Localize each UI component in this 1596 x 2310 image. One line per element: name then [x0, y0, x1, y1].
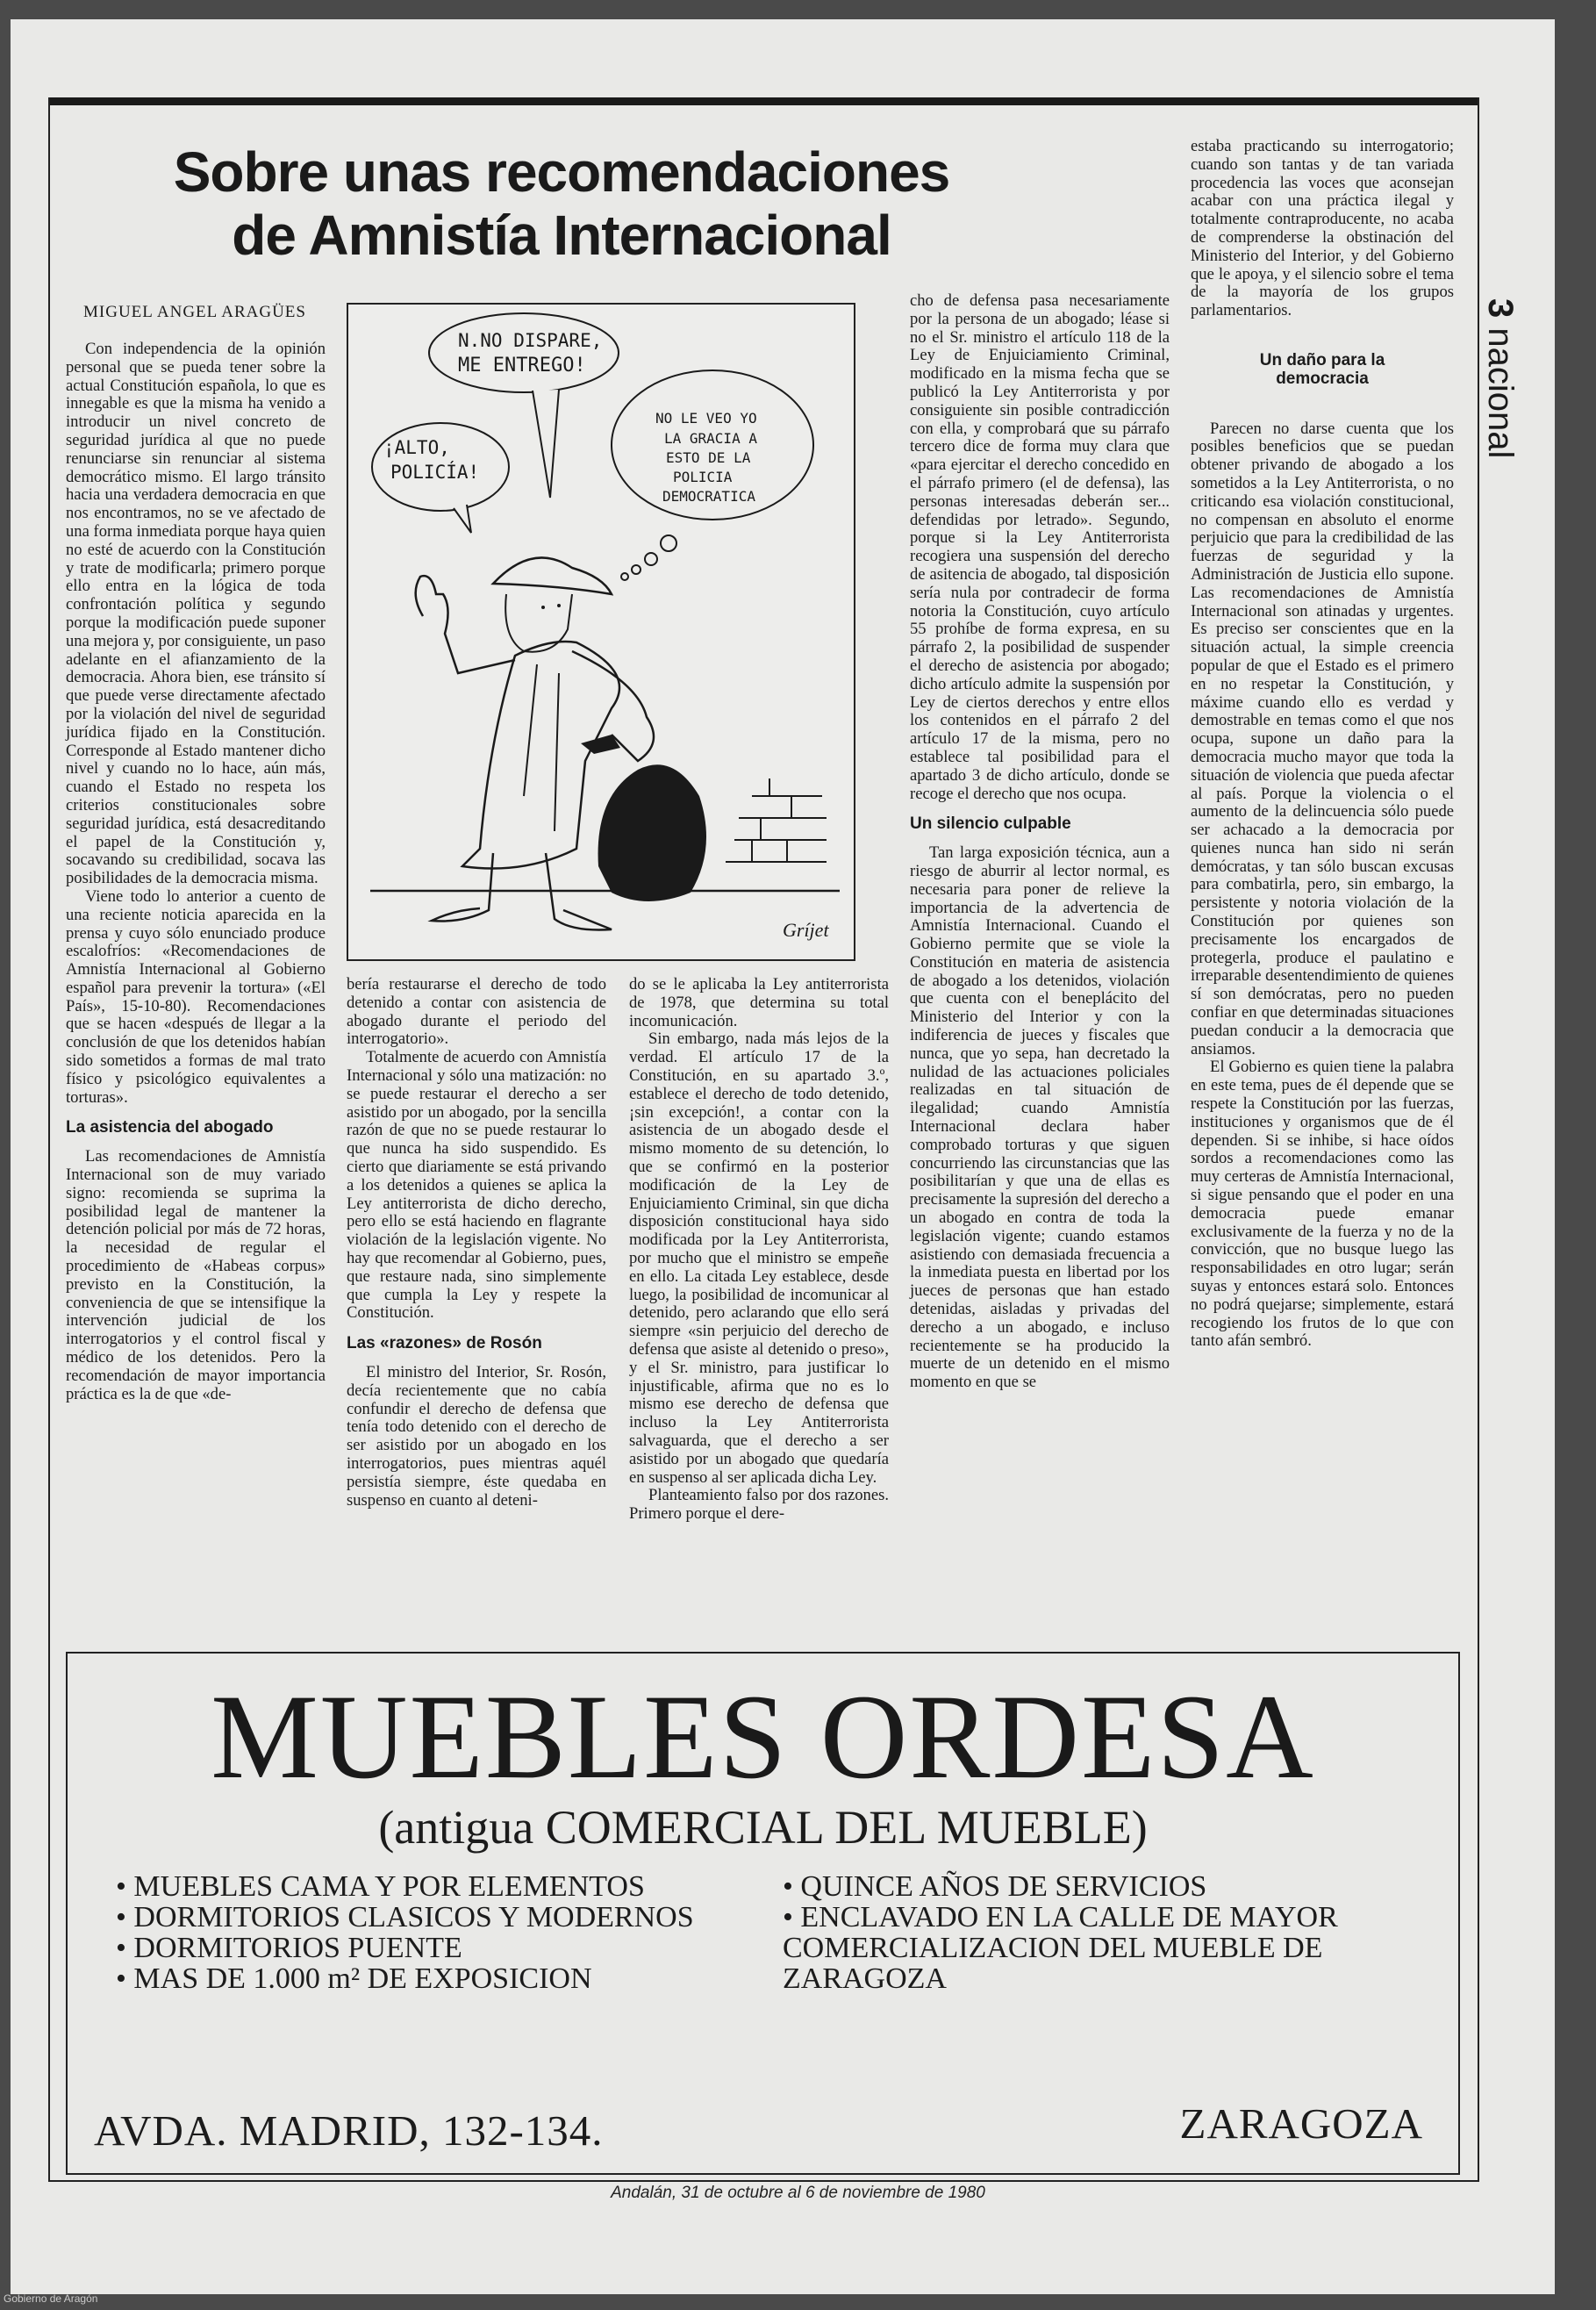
- archive-credit: Gobierno de Aragón: [4, 2292, 98, 2305]
- cartoon-illustration: [347, 303, 855, 961]
- paragraph: Totalmente de acuerdo con Amnistía Internacional y sólo una matización: no se puede restaurar el derecho a ser asistido por un abogado, por la sencilla razón de que no se puede restaurar lo que nunca ha sido suspendido. Es cierto que diariamente se está privando a los detenidos a quienes se aplica la Ley antiterrorista de dicho derecho, pero ello se está haciendo en flagrante violación de la legislación vigente. No hay que recomendar al Gobierno, pues, que restaure nada, sino simplemente que cumpla la Ley y respete la Constitución.: [347, 1048, 606, 1323]
- paragraph: do se le aplicaba la Ley antiterrorista de 1978, que determina su total incomunicación.: [629, 975, 889, 1030]
- hat-drawing: [493, 557, 612, 594]
- article-column-3: [629, 976, 889, 1524]
- article-column-5: [1191, 138, 1454, 1351]
- ad-subtitle: (antigua COMERCIAL DEL MUEBLE): [378, 1801, 1148, 1854]
- paragraph: cho de defensa pasa necesariamente por la persona de un abogado; léase si no el Sr. ministro el artículo 118 de la Ley de Enjuiciamiento Criminal, modificado en la misma fecha que se publicó la Ley Antiterrorista y por consiguiente sin posible contradicción con ella, y comprobará que su párrafo tercero dice de forma muy clara que «para ejercitar el derecho concedido en el párrafo primero (el de defensa), las personas interesadas deberán ser... defendidas por letrado». Segundo, porque si la Ley Antiterrorista recogiera una suspensión del derecho de asitencia de abogado, tal disposición sería nula por contradecir de forma notoria la Constitución, cuyo artículo 55 prohíbe de forma expresa, en su párrafo 2, la posibilidad de suspender el derecho de asistencia por abogado; dicho artículo admite la suspensión por Ley de ciertos derechos y entre ellos los contenidos en el párrafo 2 del artículo 17 de la misma, pero no establece tal posibilidad para el apartado 3 de dicho artículo, donde se recoge el derecho que nos ocupa.: [910, 291, 1170, 803]
- ad-feature-item: • MUEBLES CAMA Y POR ELEMENTOS: [116, 1870, 645, 1903]
- paragraph: Parecen no darse cuenta que los posibles beneficios que se puedan obtener privando de abogado a los sometidos a la Ley Antiterrorista, o no criticando esa violación constitucional, no compensan en absoluto el enorme perjuicio que para la credibilidad de las fuerzas de seguridad y la Administración de Justicia ello supone. Las recomendaciones de Amnistía Internacional son atinadas y urgentes. Es preciso ser conscientes que en la situación actual, la simple creencia popular de que el Estado es el primero en no respetar la Constitución, y máxime cuando ello es verdad y demostrable en temas como el que nos ocupa, supone un daño para la democracia mucho mayor que toda la situación de violencia que pueda afectar al país. Porque la violencia o el aumento de la delincuencia sólo puede ser achacado a la democracia por quienes nunca han sido ni serán demócratas, y tan sólo buscan excusas para combatirla, pero, sin embargo, la persistente y notoria violación de la Constitución por quienes son precisamente los encargados de protegerla, produce el paulatino e irreparable desentendimiento de quienes sí son demócratas, pero no pueden confiar en que determinadas situaciones puedan conducir a la democracia que ansiamos.: [1191, 419, 1454, 1058]
- paragraph: bería restaurarse el derecho de todo detenido a contar con asistencia de abogado durante el periodo del interrogatorio».: [347, 975, 606, 1049]
- ad-title: MUEBLES ORDESA: [211, 1669, 1315, 1804]
- section-label: [1478, 298, 1522, 458]
- article-column-1: [66, 341, 326, 1403]
- ad-features-left: [116, 1871, 748, 1994]
- ad-address: AVDA. MADRID, 132-134.: [94, 2106, 604, 2155]
- advertisement-box: [66, 1652, 1460, 2175]
- paragraph: Viene todo lo anterior a cuento de una reciente noticia aparecida en la prensa y cuyo sólo enunciado produce escalofríos: «Recomendaciones de Amnistía Internacional al Gobierno español para prevenir la tortura» («El País», 15-10-80). Recomendaciones que se hacen «después de llegar a la conclusión de que los detenidos habían sido sometidos a formas de mal trato físico y psicológico equivalentes a torturas».: [66, 886, 326, 1107]
- headline-line-1: Sobre unas recomendaciones: [173, 140, 950, 204]
- ad-feature-item: • DORMITORIOS CLASICOS Y MODERNOS: [116, 1901, 694, 1933]
- article-headline: [123, 140, 1000, 267]
- page-footer: Andalán, 31 de octubre al 6 de noviembre de 1980: [611, 2184, 985, 2202]
- ad-feature-item: • QUINCE AÑOS DE SERVICIOS: [783, 1870, 1207, 1903]
- shadow-figure: [598, 764, 706, 901]
- section-number: 3: [1481, 298, 1520, 319]
- paragraph: Las recomendaciones de Amnistía Internacional son de muy variado signo: recomienda se suprima la posibilidad legal de mantener la detención policial por más de 72 horas, la necesidad de regular el procedimiento de «Habeas corpus» previsto en la Constitución, la conveniencia de que se intensifique la intervención judicial de los interrogatorios y el control fiscal y médico de los detenidos. Pero la recomendación de mayor importancia práctica es la de que «de-: [66, 1147, 326, 1403]
- ad-city: ZARAGOZA: [1179, 2099, 1423, 2148]
- thought-line-5: DEMOCRATICA: [662, 488, 755, 505]
- headline-line-2: de Amnistía Internacional: [232, 204, 891, 267]
- thought-line-1: NO LE VEO YO: [655, 410, 757, 427]
- article-column-4: [910, 292, 1170, 1392]
- ad-feature-item: • ENCLAVADO EN LA CALLE DE MAYOR COMERCIALIZACION DEL MUEBLE DE ZARAGOZA: [783, 1901, 1338, 1995]
- paragraph: Tan larga exposición técnica, aun a riesgo de aburrir al lector normal, es necesaria para poner de relieve la importancia de la advertencia de Amnistía Internacional. Cuando el Gobierno permite que se viole la Constitución en materia de asistencia de abogado a los detenidos, violación que cuenta con el beneplácito del Ministerio del Interior y con la indiferencia de jueces y fiscales que nunca, que yo sepa, han decretado la nulidad de las actuaciones policiales realizadas en tal situación de ilegalidad; cuando Amnistía Internacional declara haber comprobado torturas y que siguen concurriendo las circunstancias que las posibilitarían y que una de ellas es precisamente la supresión del derecho a un abogado en contra de toda la legislación vigente; cuando estamos asistiendo con demasiada frecuencia a la inmediata puesta en libertad por los jueces de personas que han estado detenidas, aisladas y privadas del derecho a un abogado, e incluso recientemente se ha producido la muerte de un detenido en el mismo momento en que se: [910, 843, 1170, 1392]
- top-rule: [48, 97, 1478, 105]
- paragraph: El Gobierno es quien tiene la palabra en este tema, pues de él depende que se respete la Constitución por las fuerzas, instituciones y organismos que de él dependen. Si se inhibe, si hace oídos sordos a recomendaciones como las muy certeras de Amnistía Internacional, si sigue pensando que el poder en una democracia puede emanar exclusivamente de la fuerza y no de la convicción, que no busque luego las responsabilidades en otro lugar; serán suyas y entonces estará solo. Entonces no podrá quejarse; simplemente, estará recogiendo los frutos de lo que con tanto afán sembró.: [1191, 1058, 1454, 1351]
- subheading: Las «razones» de Rosón: [347, 1334, 542, 1353]
- bubble-police-line-1: ¡ALTO,: [383, 437, 450, 458]
- ad-features-right: [783, 1871, 1414, 1994]
- subheading: La asistencia del abogado: [66, 1118, 274, 1137]
- author-byline: MIGUEL ANGEL ARAGÜES: [83, 303, 306, 321]
- raised-hand-drawing: [416, 576, 515, 673]
- frame-left-rule: [48, 97, 50, 2182]
- speech-bubble-tail: [533, 390, 559, 498]
- paragraph: Con independencia de la opinión personal que se pueda tener sobre la actual Constitución española, lo que es innegable es que la misma ha venido a introducir un nivel concreto de seguridad jurídica al que no puede renunciarse sin renunciar al sistema democrático mismo. El largo tránsito hacia una verdadera democracia en que nos encontramos, no se ve afectado de una forma inmediata porque haya quien no esté de acuerdo con la Constitución y trate de modificarla; primero porque ello entra en la lógica de toda confrontación política y segundo porque la modificación puede suponer una mejora y, por consiguiente, un paso adelante en el afianzamiento de la democracia. Ahora bien, ese tránsito sí que puede verse directamente afectado por la violación del nivel de seguridad jurídica fijado en la Constitución. Corresponde al Estado mantener dicho nivel y cuando no lo hace, aún más, cuando el Estado no respeta los criterios constitucionales sobre seguridad jurídica, está desacreditando el papel de la Constitución y, socavando su credibilidad, socava las posibilidades de la democracia misma.: [66, 340, 326, 888]
- bubble-suspect-line-1: N.NO DISPARE,: [458, 330, 603, 351]
- article-column-2: [347, 976, 606, 1510]
- paragraph: El ministro del Interior, Sr. Rosón, decía recientemente que no cabía confundir el derecho de defensa que tenía todo detenido con el derecho de ser asistido por un abogado en los interrogatorios, pues mientras aquél persistía siempre, éste quedaba en suspenso en cuanto al deteni-: [347, 1362, 606, 1510]
- paragraph: Sin embargo, nada más lejos de la verdad. El artículo 17 de la Constitución, en su apartado 3.º, establece el derecho de todo detenido, ¡sin excepción!, a contar con la asistencia de un abogado desde el mismo momento de su detención, lo que se confirmó en la posterior modificación de la Ley de Enjuiciamiento Criminal, sin que dicha disposición constitucional haya sido modificada por la Ley Antiterrorista, por mucho que el ministro se empeñe en ello. La citada Ley establece, desde luego, la posibilidad de incomunicar al detenido, pero aclarando que ello será siempre «sin perjuicio del derecho de defensa que asiste al detenido o preso», y el Sr. ministro, para justificar lo injustificable, afirma que no es lo mismo ese derecho de defensa que incluso la Ley Antiterrorista salvaguarda, que el derecho a ser asistido por un abogado que quedaría en suspenso al ser aplicada dicha Ley.: [629, 1029, 889, 1487]
- subheading: Un daño para la democracia: [1259, 350, 1385, 388]
- speech-bubble-tail: [454, 505, 471, 533]
- paragraph: Planteamiento falso por dos razones. Primero porque el dere-: [629, 1486, 889, 1524]
- paragraph: estaba practicando su interrogatorio; cuando son tantas y de tan variada procedencia las voces que aconsejan acabar con una práctica ilegal y totalmente contraproducente, no acaba de comprenderse la obstinación del Ministerio del Interior, y del Gobierno que le apoya, y el silencio sobre el tema de la mayoría de los grupos parlamentarios.: [1191, 137, 1454, 320]
- frame-bottom-rule: [48, 2180, 1479, 2182]
- thought-line-4: POLICIA: [673, 469, 733, 485]
- cartoonist-signature: Gríjet: [783, 919, 829, 941]
- bubble-suspect-line-2: ME ENTREGO!: [458, 355, 586, 377]
- thought-line-3: ESTO DE LA: [666, 449, 751, 466]
- ad-feature-item: • DORMITORIOS PUENTE: [116, 1932, 462, 1964]
- section-name: nacional: [1481, 327, 1520, 459]
- subheading: Un silencio culpable: [910, 814, 1071, 834]
- cartoon-drawing: [348, 305, 854, 959]
- speech-bubble-suspect: [429, 313, 619, 392]
- ad-feature-item: • MAS DE 1.000 m² DE EXPOSICION: [116, 1962, 592, 1995]
- thought-line-2: LA GRACIA A: [664, 430, 757, 447]
- brick-wall-drawing: [726, 778, 827, 862]
- coat-drawing: [462, 642, 619, 869]
- bubble-police-line-2: POLICÍA!: [390, 462, 480, 483]
